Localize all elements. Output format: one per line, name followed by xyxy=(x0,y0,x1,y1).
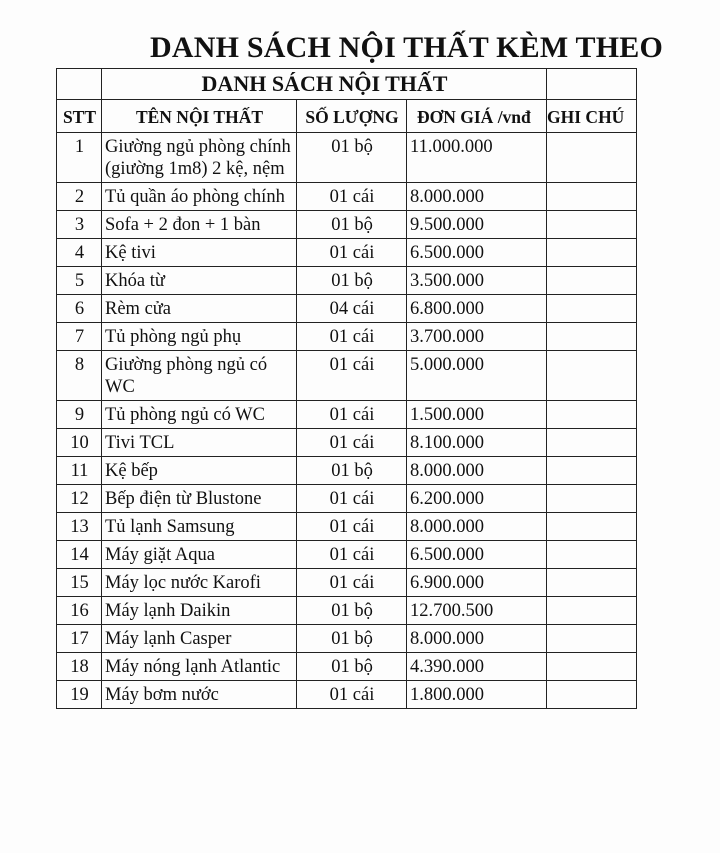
table-body xyxy=(57,133,637,709)
cell-name: Máy lạnh Casper xyxy=(102,625,297,653)
cell-price: 12.700.500 xyxy=(407,597,547,625)
table-row xyxy=(57,239,637,267)
cell-quantity: 04 cái xyxy=(297,295,407,323)
cell-quantity: 01 cái xyxy=(297,323,407,351)
table-row xyxy=(57,457,637,485)
cell-stt: 7 xyxy=(57,323,102,351)
cell-quantity: 01 bộ xyxy=(297,133,407,183)
cell-price: 6.900.000 xyxy=(407,569,547,597)
cell-price: 8.000.000 xyxy=(407,625,547,653)
furniture-table xyxy=(56,68,637,709)
header-name: TÊN NỘI THẤT xyxy=(102,100,297,133)
cell-note xyxy=(547,429,637,457)
table-title-row xyxy=(57,69,637,100)
table-row xyxy=(57,323,637,351)
cell-stt: 8 xyxy=(57,351,102,401)
header-note: GHI CHÚ xyxy=(547,100,637,133)
cell-stt: 14 xyxy=(57,541,102,569)
cell-name: Kệ bếp xyxy=(102,457,297,485)
cell-price: 3.500.000 xyxy=(407,267,547,295)
table-title-blank-cell xyxy=(547,69,637,100)
cell-name: Tủ lạnh Samsung xyxy=(102,513,297,541)
table-row xyxy=(57,597,637,625)
header-stt: STT xyxy=(57,100,102,133)
cell-quantity: 01 bộ xyxy=(297,625,407,653)
cell-note xyxy=(547,569,637,597)
cell-note xyxy=(547,133,637,183)
cell-note xyxy=(547,295,637,323)
cell-name: Bếp điện từ Blustone xyxy=(102,485,297,513)
cell-name: Giường phòng ngủ có WC xyxy=(102,351,297,401)
cell-price: 3.700.000 xyxy=(407,323,547,351)
table-row xyxy=(57,569,637,597)
cell-name: Máy giặt Aqua xyxy=(102,541,297,569)
cell-stt: 6 xyxy=(57,295,102,323)
cell-price: 8.100.000 xyxy=(407,429,547,457)
cell-note xyxy=(547,457,637,485)
cell-quantity: 01 cái xyxy=(297,429,407,457)
cell-note xyxy=(547,597,637,625)
cell-name: Giường ngủ phòng chính (giường 1m8) 2 kệ, nệm xyxy=(102,133,297,183)
cell-stt: 9 xyxy=(57,401,102,429)
cell-price: 8.000.000 xyxy=(407,513,547,541)
table-row xyxy=(57,351,637,401)
cell-stt: 2 xyxy=(57,183,102,211)
table-row xyxy=(57,681,637,709)
cell-name: Rèm cửa xyxy=(102,295,297,323)
cell-stt: 19 xyxy=(57,681,102,709)
cell-price: 8.000.000 xyxy=(407,457,547,485)
table-row xyxy=(57,485,637,513)
cell-quantity: 01 bộ xyxy=(297,597,407,625)
table-title-blank-cell xyxy=(57,69,102,100)
cell-name: Máy nóng lạnh Atlantic xyxy=(102,653,297,681)
cell-price: 6.500.000 xyxy=(407,239,547,267)
cell-name: Khóa từ xyxy=(102,267,297,295)
cell-name: Máy lọc nước Karofi xyxy=(102,569,297,597)
cell-stt: 17 xyxy=(57,625,102,653)
document-title: DANH SÁCH NỘI THẤT KÈM THEO xyxy=(150,31,663,64)
cell-note xyxy=(547,239,637,267)
table-row xyxy=(57,133,637,183)
cell-price: 9.500.000 xyxy=(407,211,547,239)
cell-quantity: 01 cái xyxy=(297,569,407,597)
cell-name: Kệ tivi xyxy=(102,239,297,267)
cell-stt: 10 xyxy=(57,429,102,457)
cell-stt: 18 xyxy=(57,653,102,681)
cell-quantity: 01 bộ xyxy=(297,267,407,295)
header-quantity: SỐ LƯỢNG xyxy=(297,100,407,133)
table-row xyxy=(57,429,637,457)
cell-price: 1.800.000 xyxy=(407,681,547,709)
cell-quantity: 01 cái xyxy=(297,351,407,401)
cell-note xyxy=(547,183,637,211)
cell-price: 6.500.000 xyxy=(407,541,547,569)
cell-quantity: 01 cái xyxy=(297,239,407,267)
table-row xyxy=(57,653,637,681)
table-row xyxy=(57,211,637,239)
cell-quantity: 01 cái xyxy=(297,513,407,541)
cell-stt: 15 xyxy=(57,569,102,597)
cell-stt: 4 xyxy=(57,239,102,267)
cell-quantity: 01 bộ xyxy=(297,211,407,239)
cell-name: Tủ quần áo phòng chính xyxy=(102,183,297,211)
cell-note xyxy=(547,625,637,653)
cell-quantity: 01 cái xyxy=(297,541,407,569)
cell-note xyxy=(547,513,637,541)
cell-price: 11.000.000 xyxy=(407,133,547,183)
table-header-row xyxy=(57,100,637,133)
cell-note xyxy=(547,541,637,569)
cell-quantity: 01 bộ xyxy=(297,653,407,681)
cell-note xyxy=(547,351,637,401)
table-row xyxy=(57,401,637,429)
table-row xyxy=(57,295,637,323)
cell-note xyxy=(547,681,637,709)
cell-name: Tủ phòng ngủ phụ xyxy=(102,323,297,351)
table-row xyxy=(57,267,637,295)
header-price: ĐƠN GIÁ /vnđ xyxy=(407,100,547,133)
cell-note xyxy=(547,211,637,239)
cell-name: Máy bơm nước xyxy=(102,681,297,709)
cell-quantity: 01 cái xyxy=(297,681,407,709)
table-title: DANH SÁCH NỘI THẤT xyxy=(102,69,547,100)
cell-price: 5.000.000 xyxy=(407,351,547,401)
cell-stt: 16 xyxy=(57,597,102,625)
cell-name: Sofa + 2 đon + 1 bàn xyxy=(102,211,297,239)
cell-stt: 13 xyxy=(57,513,102,541)
cell-quantity: 01 cái xyxy=(297,401,407,429)
table-row xyxy=(57,625,637,653)
cell-name: Máy lạnh Daikin xyxy=(102,597,297,625)
cell-price: 6.800.000 xyxy=(407,295,547,323)
cell-price: 6.200.000 xyxy=(407,485,547,513)
table-row xyxy=(57,541,637,569)
cell-name: Tủ phòng ngủ có WC xyxy=(102,401,297,429)
cell-stt: 1 xyxy=(57,133,102,183)
cell-stt: 11 xyxy=(57,457,102,485)
cell-note xyxy=(547,653,637,681)
cell-note xyxy=(547,401,637,429)
cell-quantity: 01 cái xyxy=(297,485,407,513)
cell-quantity: 01 cái xyxy=(297,183,407,211)
cell-price: 4.390.000 xyxy=(407,653,547,681)
table-row xyxy=(57,183,637,211)
cell-note xyxy=(547,267,637,295)
cell-stt: 3 xyxy=(57,211,102,239)
cell-note xyxy=(547,485,637,513)
cell-price: 8.000.000 xyxy=(407,183,547,211)
cell-name: Tivi TCL xyxy=(102,429,297,457)
cell-quantity: 01 bộ xyxy=(297,457,407,485)
cell-stt: 5 xyxy=(57,267,102,295)
table-row xyxy=(57,513,637,541)
cell-stt: 12 xyxy=(57,485,102,513)
cell-price: 1.500.000 xyxy=(407,401,547,429)
cell-note xyxy=(547,323,637,351)
